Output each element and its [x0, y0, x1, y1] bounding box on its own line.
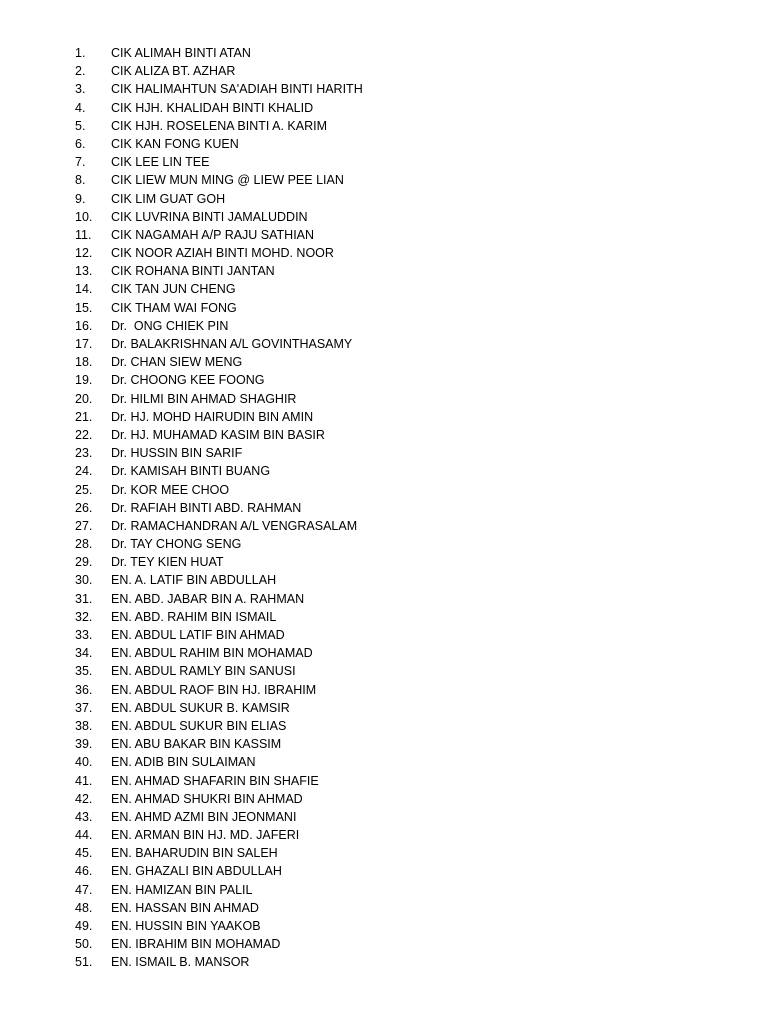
list-item: [0, 408, 768, 426]
item-number: 39.: [75, 737, 93, 752]
item-number: 32.: [75, 609, 93, 624]
item-name: EN. GHAZALI BIN ABDULLAH: [111, 864, 282, 879]
list-item: [0, 662, 768, 680]
item-name: Dr. BALAKRISHNAN A/L GOVINTHASAMY: [111, 337, 353, 351]
list-item: [0, 644, 768, 662]
item-name: EN. ABDUL RAOF BIN HJ. IBRAHIM: [111, 682, 317, 697]
item-number: 33.: [75, 628, 93, 642]
list-item: [0, 590, 768, 608]
item-name: Dr. RAFIAH BINTI ABD. RAHMAN: [111, 500, 302, 515]
list-item: [0, 208, 768, 226]
list-item: [0, 535, 768, 553]
item-name: Dr. TEY KIEN HUAT: [111, 555, 224, 570]
item-number: 25.: [75, 482, 93, 497]
item-number: 28.: [75, 537, 93, 552]
item-name: EN. ABDUL RAHIM BIN MOHAMAD: [111, 646, 313, 661]
item-number: 29.: [75, 555, 93, 570]
item-number: 18.: [75, 355, 93, 370]
item-number: 21.: [75, 409, 93, 424]
list-item: [0, 99, 768, 117]
item-name: Dr. HUSSIN BIN SARIF: [111, 446, 243, 461]
item-name: CIK ROHANA BINTI JANTAN: [111, 264, 275, 279]
item-number: 6.: [75, 136, 86, 151]
list-item: [0, 190, 768, 208]
item-name: CIK NAGAMAH A/P RAJU SATHIAN: [111, 227, 315, 242]
list-item: [0, 226, 768, 244]
list-item: [0, 353, 768, 371]
item-name: EN. A. LATIF BIN ABDULLAH: [111, 573, 277, 588]
list-item: [0, 44, 768, 62]
list-item: [0, 426, 768, 444]
item-name: CIK ALIMAH BINTI ATAN: [111, 46, 251, 60]
list-item: [0, 717, 768, 735]
item-name: CIK LUVRINA BINTI JAMALUDDIN: [111, 209, 308, 224]
item-number: 48.: [75, 900, 93, 915]
item-number: 30.: [75, 573, 93, 588]
item-number: 5.: [75, 118, 86, 133]
list-item: [0, 280, 768, 298]
item-name: CIK HJH. ROSELENA BINTI A. KARIM: [111, 118, 328, 133]
item-name: EN. IBRAHIM BIN MOHAMAD: [111, 937, 281, 952]
list-item: [0, 481, 768, 499]
item-number: 45.: [75, 846, 93, 861]
list-item: [0, 80, 768, 98]
item-name: EN. ISMAIL B. MANSOR: [111, 955, 250, 970]
item-name: Dr. KAMISAH BINTI BUANG: [111, 464, 271, 479]
item-name: CIK HALIMAHTUN SA'ADIAH BINTI HARITH: [111, 82, 363, 97]
item-number: 10.: [75, 209, 93, 224]
list-item: [0, 371, 768, 389]
item-name: Dr. HJ. MOHD HAIRUDIN BIN AMIN: [111, 409, 314, 424]
item-number: 41.: [75, 773, 93, 788]
item-number: 49.: [75, 919, 93, 933]
list-item: [0, 444, 768, 462]
list-item: [0, 844, 768, 862]
item-name: CIK ALIZA BT. AZHAR: [111, 64, 236, 79]
item-name: Dr. ONG CHIEK PIN: [111, 318, 229, 333]
item-name: Dr. RAMACHANDRAN A/L VENGRASALAM: [111, 518, 358, 533]
item-number: 15.: [75, 300, 93, 315]
list-item: [0, 808, 768, 826]
list-item: [0, 153, 768, 171]
item-name: EN. BAHARUDIN BIN SALEH: [111, 846, 278, 861]
item-number: 1.: [75, 46, 86, 60]
item-name: EN. ABD. JABAR BIN A. RAHMAN: [111, 591, 305, 606]
item-name: CIK THAM WAI FONG: [111, 300, 237, 315]
list-item: [0, 171, 768, 189]
item-name: CIK LEE LIN TEE: [111, 155, 210, 170]
item-name: EN. AHMD AZMI BIN JEONMANI: [111, 809, 297, 824]
item-name: CIK LIEW MUN MING @ LIEW PEE LIAN: [111, 173, 344, 188]
item-name: Dr. KOR MEE CHOO: [111, 482, 230, 497]
item-number: 34.: [75, 646, 93, 661]
item-number: 3.: [75, 82, 86, 97]
item-number: 27.: [75, 518, 93, 533]
item-name: EN. HAMIZAN BIN PALIL: [111, 882, 253, 897]
list-item: [0, 553, 768, 571]
item-name: EN. HUSSIN BIN YAAKOB: [111, 919, 261, 933]
item-number: 37.: [75, 700, 93, 715]
item-number: 4.: [75, 100, 86, 115]
item-number: 9.: [75, 191, 86, 206]
item-name: EN. AHMAD SHUKRI BIN AHMAD: [111, 791, 303, 806]
list-item: [0, 517, 768, 535]
list-item: [0, 862, 768, 880]
list-item: [0, 299, 768, 317]
item-number: 31.: [75, 591, 93, 606]
item-name: EN. ABDUL RAMLY BIN SANUSI: [111, 664, 296, 679]
item-number: 8.: [75, 173, 86, 188]
item-name: Dr. CHOONG KEE FOONG: [111, 373, 265, 388]
item-number: 14.: [75, 282, 93, 297]
item-number: 22.: [75, 427, 93, 442]
item-name: EN. ARMAN BIN HJ. MD. JAFERI: [111, 828, 300, 843]
list-item: [0, 608, 768, 626]
item-number: 17.: [75, 337, 93, 351]
item-name: Dr. CHAN SIEW MENG: [111, 355, 243, 370]
item-name: EN. ABDUL SUKUR BIN ELIAS: [111, 718, 287, 733]
list-item: [0, 571, 768, 589]
item-number: 51.: [75, 955, 93, 970]
item-number: 35.: [75, 664, 93, 679]
item-name: EN. HASSAN BIN AHMAD: [111, 900, 259, 915]
item-number: 24.: [75, 464, 93, 479]
item-name: Dr. TAY CHONG SENG: [111, 537, 242, 552]
item-name: EN. AHMAD SHAFARIN BIN SHAFIE: [111, 773, 319, 788]
item-number: 19.: [75, 373, 93, 388]
item-number: 40.: [75, 755, 93, 770]
list-item: [0, 753, 768, 771]
list-item: [0, 826, 768, 844]
item-number: 43.: [75, 809, 93, 824]
item-name: CIK TAN JUN CHENG: [111, 282, 236, 297]
item-name: EN. ABD. RAHIM BIN ISMAIL: [111, 609, 277, 624]
name-list: [0, 44, 768, 972]
list-item: [0, 499, 768, 517]
item-number: 47.: [75, 882, 93, 897]
item-name: EN. ABU BAKAR BIN KASSIM: [111, 737, 282, 752]
item-number: 11.: [75, 227, 92, 242]
item-number: 7.: [75, 155, 86, 170]
list-item: [0, 772, 768, 790]
list-item: [0, 790, 768, 808]
list-item: [0, 953, 768, 971]
item-number: 36.: [75, 682, 93, 697]
item-number: 46.: [75, 864, 93, 879]
item-name: CIK LIM GUAT GOH: [111, 191, 226, 206]
list-item: [0, 462, 768, 480]
item-number: 16.: [75, 318, 93, 333]
item-number: 38.: [75, 718, 93, 733]
list-item: [0, 135, 768, 153]
item-number: 13.: [75, 264, 93, 279]
item-name: Dr. HILMI BIN AHMAD SHAGHIR: [111, 391, 297, 406]
item-name: CIK KAN FONG KUEN: [111, 136, 239, 151]
list-item: [0, 244, 768, 262]
list-item: [0, 881, 768, 899]
list-item: [0, 390, 768, 408]
list-item: [0, 899, 768, 917]
item-number: 50.: [75, 937, 93, 952]
list-item: [0, 626, 768, 644]
list-item: [0, 917, 768, 935]
list-item: [0, 935, 768, 953]
list-item: [0, 317, 768, 335]
list-item: [0, 335, 768, 353]
list-item: [0, 681, 768, 699]
list-item: [0, 735, 768, 753]
item-name: CIK HJH. KHALIDAH BINTI KHALID: [111, 100, 314, 115]
item-name: EN. ABDUL SUKUR B. KAMSIR: [111, 700, 290, 715]
item-name: CIK NOOR AZIAH BINTI MOHD. NOOR: [111, 246, 334, 261]
list-item: [0, 262, 768, 280]
list-item: [0, 62, 768, 80]
list-item: [0, 699, 768, 717]
list-item: [0, 117, 768, 135]
item-number: 26.: [75, 500, 93, 515]
item-name: EN. ABDUL LATIF BIN AHMAD: [111, 628, 285, 642]
item-number: 42.: [75, 791, 93, 806]
item-number: 12.: [75, 246, 93, 261]
item-number: 20.: [75, 391, 93, 406]
item-number: 44.: [75, 828, 93, 843]
item-number: 23.: [75, 446, 93, 461]
item-number: 2.: [75, 64, 86, 79]
item-name: Dr. HJ. MUHAMAD KASIM BIN BASIR: [111, 427, 325, 442]
item-name: EN. ADIB BIN SULAIMAN: [111, 755, 256, 770]
